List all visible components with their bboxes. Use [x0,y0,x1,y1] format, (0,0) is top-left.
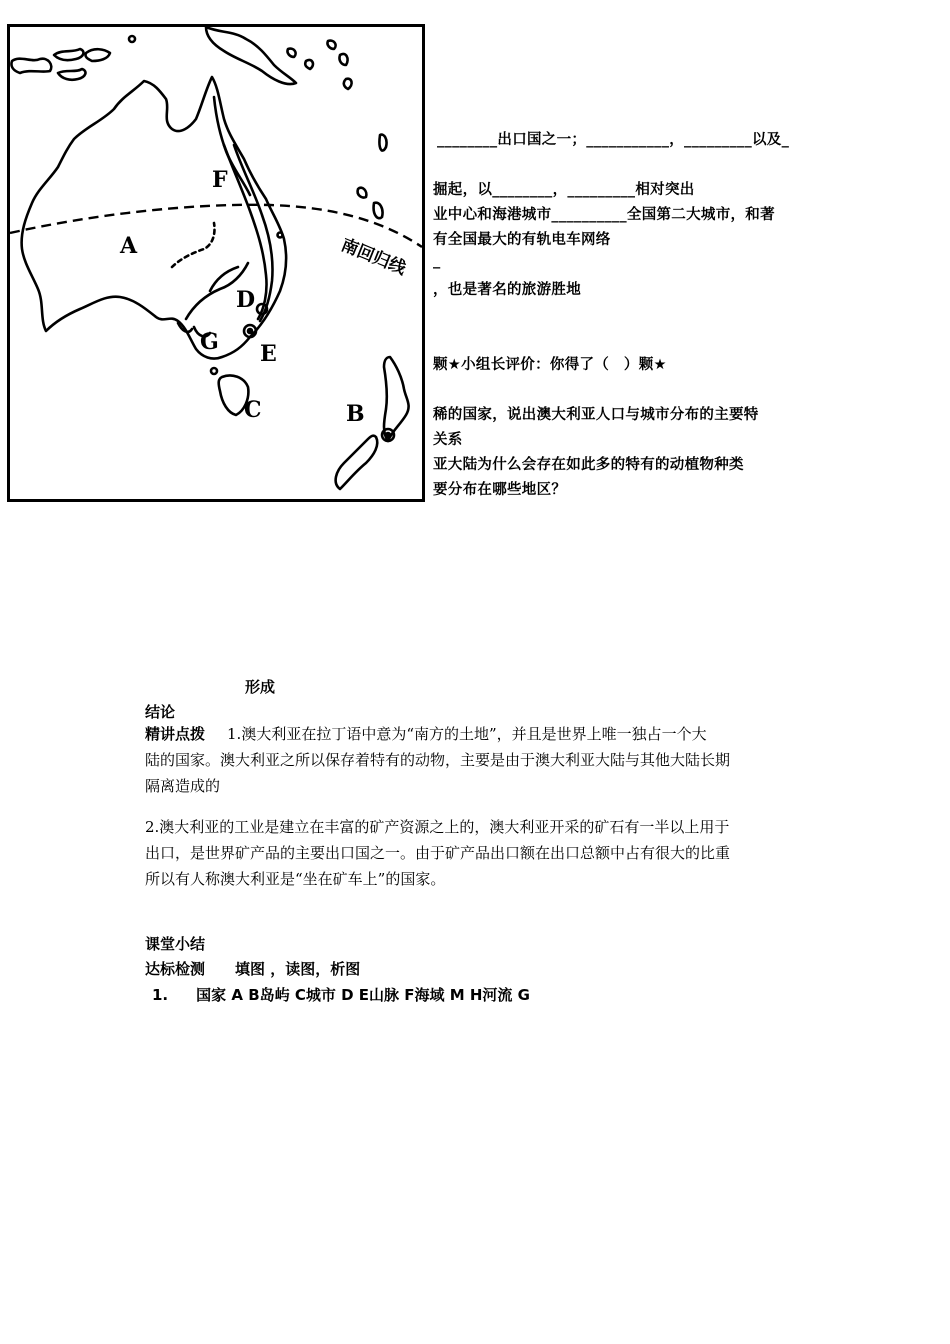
fragment-line-6: ，也是著名的旅游胜地 [433,282,581,298]
jingjiang-p1-first: 1.澳大利亚在拉丁语中意为“南方的土地”，并且是世界上唯一独占一个大 [227,725,707,743]
jingjiang-p1-second: 陆的国家。澳大利亚之所以保存着特有的动物，主要是由于澳大利亚大陆与其他大陆长期 [145,751,731,769]
jingjiang-p1-third: 隔离造成的 [145,777,221,795]
xingcheng-label: 形成 [245,678,276,696]
fragment-line-1: ________出口国之一；___________，_________以及_ [437,132,790,148]
island-shape [327,41,335,49]
item-1 [152,984,530,1005]
dabiao-line [145,958,360,979]
island-shape [211,368,217,374]
map-label-g: G [200,329,219,355]
city-symbol-icon [386,433,390,437]
map-label-a: A [120,233,138,259]
island-shape [129,36,135,42]
fragment-line-9: 关系 [433,432,463,448]
jingjiang-p2-first: 2.澳大利亚的工业是建立在丰富的矿产资源之上的，澳大利亚开采的矿石有一半以上用于 [145,818,730,836]
fragment-line-8: 稀的国家，说出澳大利亚人口与城市分布的主要特 [433,407,759,423]
map-drawing [10,27,422,499]
island-shape [344,79,352,89]
island-shape [358,188,367,198]
island-shape [85,49,110,61]
australia-map [7,24,425,502]
island-shape [374,203,383,219]
island-shape [379,135,386,151]
island-shape [58,69,85,80]
map-label-e: E [260,341,277,367]
dabiao-text: 填图 ，读图，析图 [235,960,361,978]
island-shape [54,49,83,60]
nz-south-island-shape [336,436,378,489]
jingjiang-p2-third: 所以有人称澳大利亚是“坐在矿车上”的国家。 [145,870,446,888]
tropic-label: 南回归线 [338,235,409,280]
item-1-text: 国家 A B岛屿 C城市 D E山脉 F海域 M H河流 G [196,986,530,1004]
jielun-label: 结论 [145,703,176,721]
fragment-line-2: 掘起，以________，_________相对突出 [433,182,695,198]
fragment-line-10: 亚大陆为什么会存在如此多的特有的动植物种类 [433,457,744,473]
fragment-line-7: 颗★小组长评价：你得了（ ）颗★ [433,357,667,373]
map-label-b: B [346,401,365,427]
item-1-number: 1. [152,986,169,1004]
fragment-line-4: 有全国最大的有轨电车网络 [433,232,611,248]
ketang-label: 课堂小结 [145,935,206,953]
jingjiang-line-1 [145,721,707,747]
map-label-d: D [236,287,256,313]
dabiao-label: 达标检测 [145,960,206,978]
island-shape [11,59,51,73]
australia-mainland-shape [22,77,286,359]
jingjiang-label: 精讲点拨 [145,725,206,743]
fragment-line-5: _ [433,253,441,269]
island-shape [305,60,313,69]
map-label-f: F [212,167,228,193]
jingjiang-p2-second: 出口，是世界矿产品的主要出口国之一。由于矿产品出口额在出口总额中占有很大的比重 [145,844,731,862]
map-label-c: C [244,397,262,423]
new-guinea-shape [206,27,296,84]
island-shape [287,49,295,57]
lake-shape [172,223,215,267]
city-symbol-icon [248,329,252,333]
fragment-line-3: 业中心和海港城市__________全国第二大城市，和著 [433,207,775,223]
fragment-line-11: 要分布在哪些地区？ [433,482,567,498]
island-shape [339,54,347,65]
